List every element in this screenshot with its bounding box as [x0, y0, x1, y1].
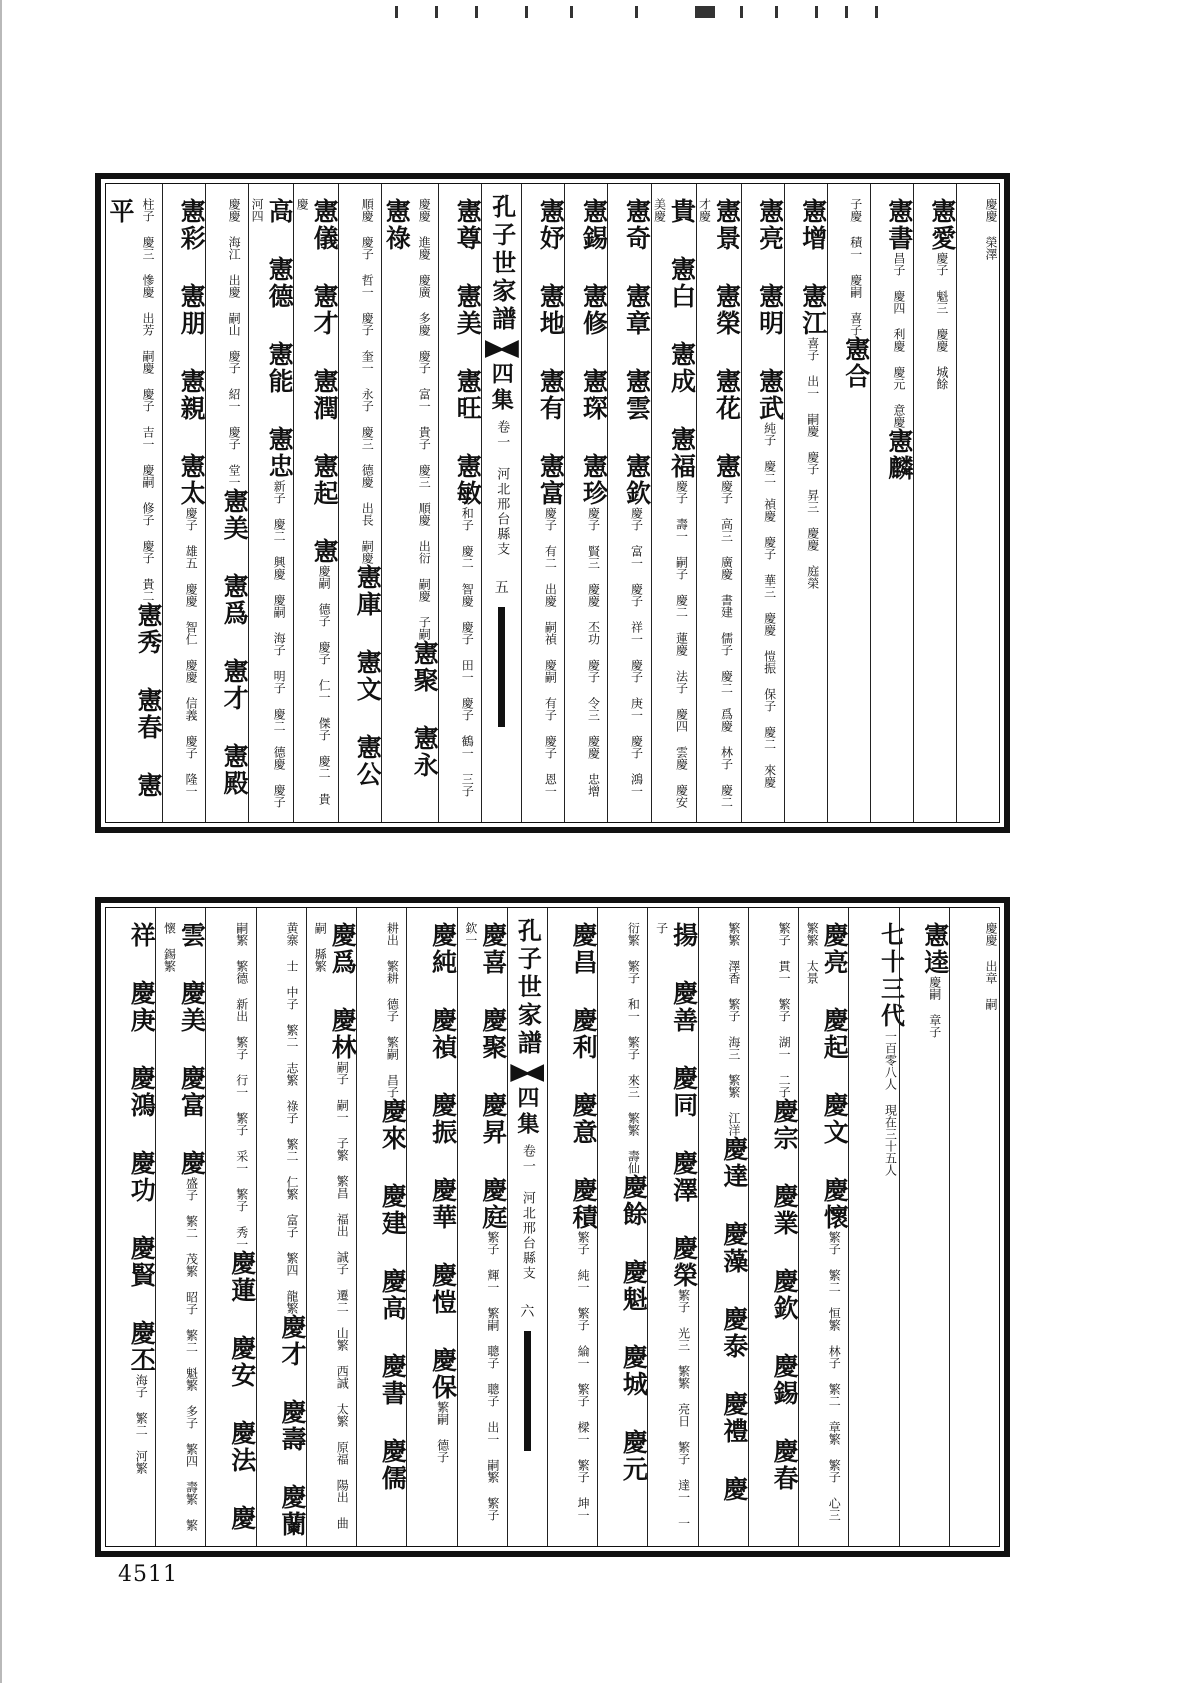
- fish-tail-mark-icon: [510, 1064, 544, 1082]
- entry-column: 憲尊 憲美 憲旺 憲敏和子 慶二 智慶 慶子 田一 慶子 鶴一 三子: [438, 184, 481, 822]
- entry-column: 祥 慶庚 慶鴻 慶功 慶賢 慶丕海子 繁二 河繁: [127, 922, 157, 1474]
- center-bar: [498, 607, 505, 727]
- entry-column: 繁子 貫一 繁子 湖一 二子慶宗 慶業 慶欽 慶錫 慶春: [748, 908, 798, 1546]
- genealogy-panel-bottom: [95, 897, 1010, 1557]
- entry-column: 繁繁 澤香 繁子 海三 繁繁 江洋慶達 慶藻 慶泰 慶禮 慶: [698, 908, 748, 1546]
- entry-column: 憲逵慶嗣 章子: [899, 908, 949, 1546]
- center-bar: [524, 1331, 531, 1451]
- entry-column: 揚 慶善 慶同 慶澤 慶榮繁子 光三 繁繁 亮日 繁子 達一 一子: [647, 908, 697, 1546]
- entry-column: 高 憲德 憲能 憲忠新子 慶二 興慶 慶嗣 海子 明子 慶二 德慶 慶子 河四: [248, 184, 293, 822]
- volume-label: 卷一 河北邢台縣支: [519, 1144, 535, 1281]
- entry-column: 慶昌 慶利 慶意 慶積繁子 純一 繁子 綸一 繁子 樑一 繁子 坤一: [547, 908, 597, 1546]
- entry-column: 慶慶 進慶 慶廣 多慶 慶子 富一 貴子 慶三 順慶 出衍 嗣慶 子嗣憲聚 憲永 憲祿: [381, 184, 438, 822]
- entry-column: 貴 憲白 憲成 憲福慶子 壽一 嗣子 慶二 蓮慶 法子 慶四 雲慶 慶安 美慶: [651, 184, 696, 822]
- entry-column: 慶純 慶禎 慶振 慶華 慶愷 慶保繁嗣 德子: [406, 908, 456, 1546]
- entry-column: 雲 慶美 慶富 慶盛子 繁二 茂繁 昭子 繁二 魁繁 多子 繁四 壽繁 繁懷 錫繁: [155, 908, 205, 1546]
- scan-edge: [0, 0, 2, 1683]
- entry-column: 慶慶 榮澤: [956, 184, 999, 822]
- entry-column: 慶亮 慶起 慶文 慶懷繁子 繁二 恒繁 林子 繁二 章繁 繁子 心三 繁繁 太景: [798, 908, 848, 1546]
- entry-column: 憲妤 憲地 憲有 憲富慶子 有二 出慶 嗣禎 慶嗣 有子 慶子 恩一: [521, 184, 564, 822]
- entry-column: 憲增 憲江喜子 出一 嗣慶 慶子 昇三 慶慶 庭榮: [784, 184, 827, 822]
- generation-heading: 七十三代一百零八人 現在三十五人: [848, 908, 898, 1546]
- entry-column: 慶慶 海江 出慶 嗣山 慶子 紹一 慶子 堂一憲美 憲爲 憲才 憲殿: [205, 184, 248, 822]
- entry-column: 耕出 繁耕 德子 繁嗣 昌子慶來 慶建 慶高 慶書 慶儒: [356, 908, 406, 1546]
- entry-column: 慶爲 慶林嗣子 嗣一 子繁 繁昌 福出 誠子 遷二 山繁 西誠 太繁 原福 陽出 曲嗣 縣繁: [306, 908, 356, 1546]
- volume-label: 卷一 河北邢台縣支: [494, 420, 510, 557]
- entry-column: 憲愛慶子 魁三 慶慶 城餘: [913, 184, 956, 822]
- fish-tail-mark-icon: [485, 340, 519, 358]
- collection-label: 四集: [488, 362, 515, 414]
- entry-column: 憲景 憲榮 憲花 憲慶子 高三 廣慶 書建 儒子 慶二 爲慶 林子 慶二 才慶: [696, 184, 741, 822]
- entry-column: 憲亮 憲明 憲武純子 慶二 禎慶 慶子 華三 慶慶 愷振 保子 慶二 來慶: [741, 184, 784, 822]
- center-title-strip: [507, 908, 547, 1546]
- center-title-strip: [481, 184, 521, 822]
- entry-column: 嗣繁 繁德 新出 繁子 行一 繁子 采一 繁子 秀一慶蓮 慶安 慶法 慶: [205, 908, 255, 1546]
- genealogy-panel-top: [95, 173, 1010, 833]
- entry-column: 憲奇 憲章 憲雲 憲欽慶子 富一 慶子 祥一 慶子 庚一 慶子 鴻一: [607, 184, 650, 822]
- book-title: 孔子世家譜: [487, 194, 517, 334]
- entry-column: 黄寨 士 中子 繁二 志繁 祿子 繁二 仁繁 富子 繁四 龍繁慶才 慶壽 慶蘭: [256, 908, 306, 1546]
- entry-column: 衍繁 繁子 和一 繁子 來三 繁繁 壽仙慶餘 慶魁 慶城 慶元: [597, 908, 647, 1546]
- book-title: 孔子世家譜: [513, 918, 543, 1058]
- entry-column: 子慶 積一 慶嗣 喜子憲合: [827, 184, 870, 822]
- entry-column: 憲儀 憲才 憲潤 憲起 憲慶嗣 德子 慶子 仁一 傑子 慶二 貴慶: [293, 184, 338, 822]
- page-number: 4511: [118, 1562, 178, 1587]
- collection-label: 四集: [513, 1086, 540, 1138]
- entry-column: 憲彩 憲朋 憲親 憲太慶子 雄五 慶慶 智仁 慶慶 信義 慶子 隆一: [162, 184, 205, 822]
- entry-column: 柱子 慶三 慘慶 出芳 嗣慶 慶子 吉一 慶嗣 修子 慶子 貴二憲秀 憲春 憲平: [105, 198, 163, 799]
- entry-column: 慶喜 慶聚 慶昇 慶庭繁子 輝一 繁嗣 聰子 聰子 出一 嗣繁 繁子 欽一: [457, 908, 507, 1546]
- entry-column: 憲書昌子 慶四 利慶 慶元 意慶憲麟: [870, 184, 913, 822]
- entry-column: 順慶 慶子 哲一 慶子 奎一 永子 慶三 德慶 出長 嗣慶憲庫 憲文 憲公: [338, 184, 381, 822]
- entry-column: 慶慶 出章 嗣: [949, 908, 999, 1546]
- folio-number: 五: [494, 580, 509, 596]
- scan-top-marks: [395, 6, 935, 22]
- entry-column: 憲錫 憲修 憲琛 憲珍慶子 賢三 慶慶 丕功 慶子 令三 慶慶 忠增: [564, 184, 607, 822]
- folio-number: 六: [520, 1304, 535, 1320]
